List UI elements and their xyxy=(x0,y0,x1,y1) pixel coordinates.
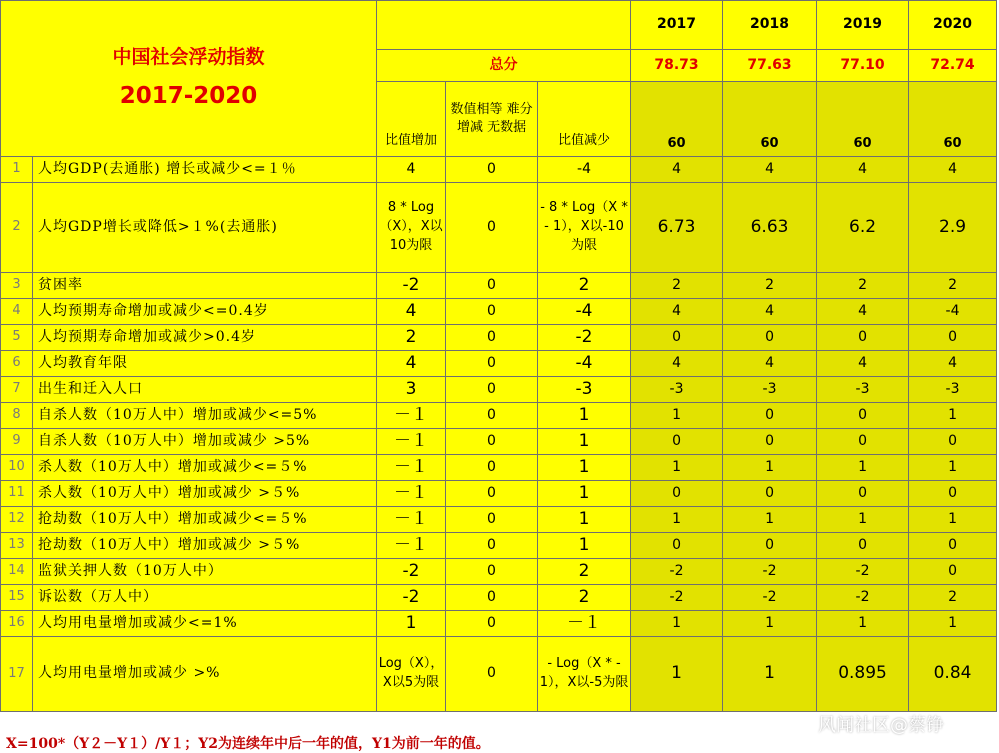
value-neutral: 0 xyxy=(446,299,538,325)
score-2019: 0 xyxy=(817,429,909,455)
value-increase: -2 xyxy=(377,559,446,585)
score-2019: 4 xyxy=(817,351,909,377)
score-2018: 4 xyxy=(723,351,817,377)
value-neutral: 0 xyxy=(446,455,538,481)
table-row xyxy=(1,157,997,183)
row-name: 贫困率 xyxy=(33,273,377,299)
base-2018: 60 xyxy=(723,82,817,157)
value-decrease: - Log（X * - 1），X以-5为限 xyxy=(538,637,631,712)
value-decrease: 1 xyxy=(538,429,631,455)
score-2017: -3 xyxy=(631,377,723,403)
row-name: 杀人数（10万人中）增加或减少<=５% xyxy=(33,455,377,481)
score-2018: 2 xyxy=(723,273,817,299)
row-name: 杀人数（10万人中）增加或减少 >５% xyxy=(33,481,377,507)
row-index: 14 xyxy=(1,559,33,585)
blank-header xyxy=(377,1,631,50)
score-2019: 1 xyxy=(817,611,909,637)
score-2020: 4 xyxy=(909,157,997,183)
table-row xyxy=(1,585,997,611)
score-2019: 1 xyxy=(817,455,909,481)
row-name: 人均教育年限 xyxy=(33,351,377,377)
row-index: 3 xyxy=(1,273,33,299)
score-2017: 1 xyxy=(631,507,723,533)
score-2017: 6.73 xyxy=(631,183,723,273)
score-2017: -2 xyxy=(631,585,723,611)
score-2018: 0 xyxy=(723,403,817,429)
total-2019: 77.10 xyxy=(817,50,909,82)
value-neutral: 0 xyxy=(446,403,538,429)
row-index: 7 xyxy=(1,377,33,403)
header-increase: 比值增加 xyxy=(377,82,446,157)
row-name: 抢劫数（10万人中）增加或减少 >５% xyxy=(33,533,377,559)
row-index: 6 xyxy=(1,351,33,377)
value-neutral: 0 xyxy=(446,377,538,403)
row-index: 1 xyxy=(1,157,33,183)
row-index: 5 xyxy=(1,325,33,351)
value-neutral: 0 xyxy=(446,611,538,637)
score-2017: 1 xyxy=(631,403,723,429)
table-row xyxy=(1,403,997,429)
value-neutral: 0 xyxy=(446,157,538,183)
value-increase: Log（X），X以5为限 xyxy=(377,637,446,712)
value-decrease: 2 xyxy=(538,585,631,611)
score-2018: 1 xyxy=(723,455,817,481)
row-name: 人均GDP(去通胀) 增长或减少<=１％ xyxy=(33,157,377,183)
score-2017: 0 xyxy=(631,429,723,455)
value-decrease: －１ xyxy=(538,611,631,637)
table-row xyxy=(1,273,997,299)
row-index: 10 xyxy=(1,455,33,481)
year-2017: 2017 xyxy=(631,1,723,50)
row-name: 自杀人数（10万人中）增加或减少 >5% xyxy=(33,429,377,455)
value-neutral: 0 xyxy=(446,585,538,611)
row-name: 监狱关押人数（10万人中） xyxy=(33,559,377,585)
score-2020: 1 xyxy=(909,455,997,481)
value-increase: 4 xyxy=(377,157,446,183)
score-2020: 0 xyxy=(909,429,997,455)
score-2020: 0 xyxy=(909,559,997,585)
score-2020: 0.84 xyxy=(909,637,997,712)
score-2018: 1 xyxy=(723,611,817,637)
value-increase: 1 xyxy=(377,611,446,637)
row-index: 17 xyxy=(1,637,33,712)
total-2017: 78.73 xyxy=(631,50,723,82)
value-neutral: 0 xyxy=(446,429,538,455)
value-decrease: -4 xyxy=(538,299,631,325)
watermark: 风闻社区@蔡铮 xyxy=(818,715,944,736)
row-index: 2 xyxy=(1,183,33,273)
score-2020: 0 xyxy=(909,533,997,559)
score-2019: 0 xyxy=(817,325,909,351)
row-index: 15 xyxy=(1,585,33,611)
score-2020: 1 xyxy=(909,403,997,429)
value-decrease: 1 xyxy=(538,507,631,533)
table-row xyxy=(1,481,997,507)
row-name: 人均用电量增加或减少 >% xyxy=(33,637,377,712)
table-row xyxy=(1,351,997,377)
score-2019: -2 xyxy=(817,585,909,611)
score-2017: 0 xyxy=(631,481,723,507)
value-increase: 4 xyxy=(377,299,446,325)
score-2019: -3 xyxy=(817,377,909,403)
score-2020: -3 xyxy=(909,377,997,403)
value-decrease: -3 xyxy=(538,377,631,403)
row-name: 诉讼数（万人中） xyxy=(33,585,377,611)
table-row xyxy=(1,455,997,481)
score-2020: 1 xyxy=(909,611,997,637)
row-name: 人均预期寿命增加或减少>0.4岁 xyxy=(33,325,377,351)
score-2017: 1 xyxy=(631,611,723,637)
score-2019: 1 xyxy=(817,507,909,533)
value-increase: 3 xyxy=(377,377,446,403)
score-2018: -2 xyxy=(723,585,817,611)
score-2017: 0 xyxy=(631,325,723,351)
row-index: 9 xyxy=(1,429,33,455)
value-decrease: -4 xyxy=(538,351,631,377)
value-decrease: -2 xyxy=(538,325,631,351)
score-2018: 6.63 xyxy=(723,183,817,273)
score-2019: 0 xyxy=(817,533,909,559)
row-name: 人均预期寿命增加或减少<=0.4岁 xyxy=(33,299,377,325)
value-neutral: 0 xyxy=(446,325,538,351)
row-index: 4 xyxy=(1,299,33,325)
score-2017: 4 xyxy=(631,299,723,325)
value-increase: -2 xyxy=(377,273,446,299)
base-2017: 60 xyxy=(631,82,723,157)
score-2017: 4 xyxy=(631,351,723,377)
score-2018: 0 xyxy=(723,429,817,455)
table-row xyxy=(1,299,997,325)
table-row xyxy=(1,325,997,351)
year-2018: 2018 xyxy=(723,1,817,50)
score-2018: 1 xyxy=(723,637,817,712)
year-2020: 2020 xyxy=(909,1,997,50)
row-name: 出生和迁入人口 xyxy=(33,377,377,403)
score-2017: 2 xyxy=(631,273,723,299)
value-increase: －１ xyxy=(377,455,446,481)
score-2020: -4 xyxy=(909,299,997,325)
score-2019: 0.895 xyxy=(817,637,909,712)
row-name: 人均GDP增长或降低>１%(去通胀) xyxy=(33,183,377,273)
formula-note: X=100*（Y２－Y１）/Y１；Y2为连续年中后一年的值，Y1为前一年的值。 xyxy=(6,736,490,752)
value-increase: －１ xyxy=(377,533,446,559)
value-increase: 8 * Log（X），X以10为限 xyxy=(377,183,446,273)
score-2020: 2.9 xyxy=(909,183,997,273)
value-decrease: 1 xyxy=(538,533,631,559)
value-increase: 2 xyxy=(377,325,446,351)
value-neutral: 0 xyxy=(446,533,538,559)
value-decrease: 1 xyxy=(538,455,631,481)
value-neutral: 0 xyxy=(446,273,538,299)
value-increase: 4 xyxy=(377,351,446,377)
table-row xyxy=(1,507,997,533)
score-2018: 0 xyxy=(723,481,817,507)
value-neutral: 0 xyxy=(446,559,538,585)
total-2018: 77.63 xyxy=(723,50,817,82)
score-2018: 1 xyxy=(723,507,817,533)
value-increase: －１ xyxy=(377,507,446,533)
score-2019: -2 xyxy=(817,559,909,585)
score-2017: 0 xyxy=(631,533,723,559)
score-2020: 1 xyxy=(909,507,997,533)
score-2019: 0 xyxy=(817,403,909,429)
row-index: 12 xyxy=(1,507,33,533)
total-2020: 72.74 xyxy=(909,50,997,82)
score-2019: 0 xyxy=(817,481,909,507)
table-row xyxy=(1,429,997,455)
row-index: 16 xyxy=(1,611,33,637)
value-neutral: 0 xyxy=(446,507,538,533)
row-index: 13 xyxy=(1,533,33,559)
header-decrease: 比值减少 xyxy=(538,82,631,157)
score-2017: 1 xyxy=(631,455,723,481)
score-2017: 1 xyxy=(631,637,723,712)
score-2020: 2 xyxy=(909,273,997,299)
value-decrease: 1 xyxy=(538,403,631,429)
value-neutral: 0 xyxy=(446,637,538,712)
value-neutral: 0 xyxy=(446,183,538,273)
score-2017: 4 xyxy=(631,157,723,183)
value-decrease: 2 xyxy=(538,273,631,299)
total-label: 总分 xyxy=(377,50,631,82)
score-2018: 0 xyxy=(723,325,817,351)
value-increase: －１ xyxy=(377,403,446,429)
score-2018: -2 xyxy=(723,559,817,585)
row-index: 11 xyxy=(1,481,33,507)
table-row xyxy=(1,183,997,273)
base-2020: 60 xyxy=(909,82,997,157)
score-2018: 4 xyxy=(723,157,817,183)
score-2019: 4 xyxy=(817,299,909,325)
value-decrease: 1 xyxy=(538,481,631,507)
score-2018: -3 xyxy=(723,377,817,403)
row-name: 人均用电量增加或减少<=1% xyxy=(33,611,377,637)
table-row xyxy=(1,559,997,585)
value-decrease: 2 xyxy=(538,559,631,585)
base-2019: 60 xyxy=(817,82,909,157)
value-neutral: 0 xyxy=(446,481,538,507)
header-neutral: 数值相等 难分增减 无数据 xyxy=(446,82,538,157)
value-increase: －１ xyxy=(377,481,446,507)
score-2018: 4 xyxy=(723,299,817,325)
table-row xyxy=(1,533,997,559)
year-2019: 2019 xyxy=(817,1,909,50)
value-increase: －１ xyxy=(377,429,446,455)
table-row xyxy=(1,377,997,403)
score-2017: -2 xyxy=(631,559,723,585)
score-2018: 0 xyxy=(723,533,817,559)
value-increase: -2 xyxy=(377,585,446,611)
score-2020: 4 xyxy=(909,351,997,377)
table-row xyxy=(1,611,997,637)
score-2020: 0 xyxy=(909,481,997,507)
score-2019: 6.2 xyxy=(817,183,909,273)
row-index: 8 xyxy=(1,403,33,429)
score-2019: 2 xyxy=(817,273,909,299)
score-2020: 2 xyxy=(909,585,997,611)
score-2020: 0 xyxy=(909,325,997,351)
table-row xyxy=(1,637,997,712)
table-title: 中国社会浮动指数 2017-2020 xyxy=(1,1,377,157)
row-name: 自杀人数（10万人中）增加或减少<=5% xyxy=(33,403,377,429)
row-name: 抢劫数（10万人中）增加或减少<=５% xyxy=(33,507,377,533)
value-decrease: -4 xyxy=(538,157,631,183)
value-neutral: 0 xyxy=(446,351,538,377)
value-decrease: - 8 * Log（X * - 1），X以-10为限 xyxy=(538,183,631,273)
score-2019: 4 xyxy=(817,157,909,183)
